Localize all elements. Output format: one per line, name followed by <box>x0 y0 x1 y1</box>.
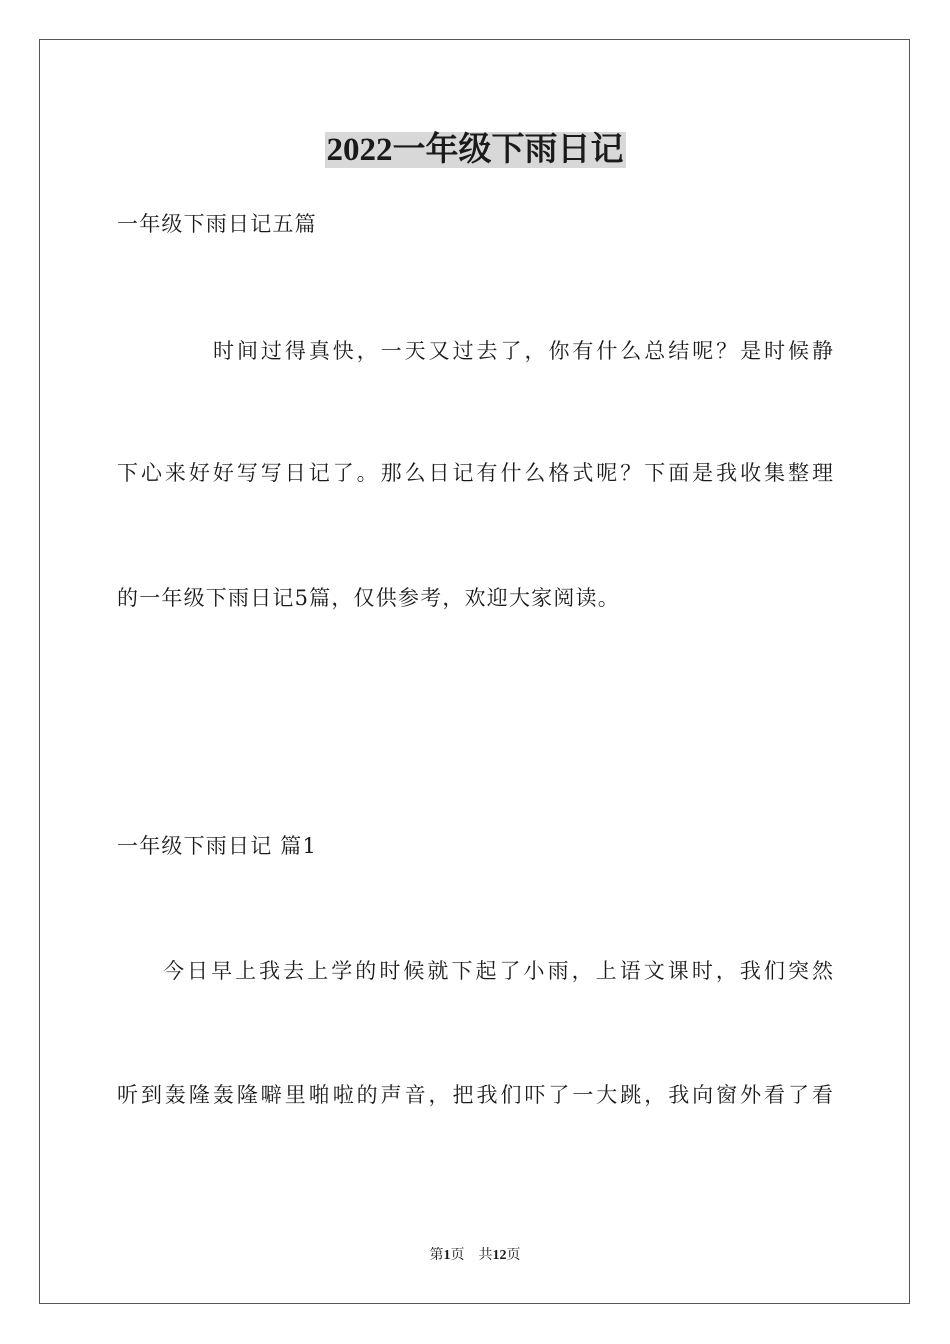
footer-page-prefix: 第 <box>429 1248 444 1263</box>
body-line-1: 今日早上我去上学的时候就下起了小雨，上语文课时，我们突然 <box>163 959 833 983</box>
section-heading: 一年级下雨日记 篇1 <box>117 834 318 858</box>
document-title-text: 2022一年级下雨日记 <box>326 132 624 168</box>
footer-page-number: 1 <box>443 1248 451 1263</box>
footer-page-total: 12 <box>492 1248 507 1263</box>
document-title <box>0 126 950 174</box>
body-line-2: 听到轰隆轰隆噼里啪啦的声音，把我们吓了一大跳，我向窗外看了看 <box>117 1083 833 1107</box>
intro-line-1: 时间过得真快，一天又过去了，你有什么总结呢？是时候静 <box>213 339 833 363</box>
intro-line-3: 的一年级下雨日记5篇，仅供参考，欢迎大家阅读。 <box>117 586 620 610</box>
intro-line-2: 下心来好好写写日记了。那么日记有什么格式呢？下面是我收集整理 <box>117 461 833 485</box>
document-subtitle: 一年级下雨日记五篇 <box>117 212 317 236</box>
footer-page-suffix: 页 <box>506 1248 521 1263</box>
footer-page-mid: 页 共 <box>450 1248 493 1263</box>
page-footer <box>0 1247 950 1265</box>
